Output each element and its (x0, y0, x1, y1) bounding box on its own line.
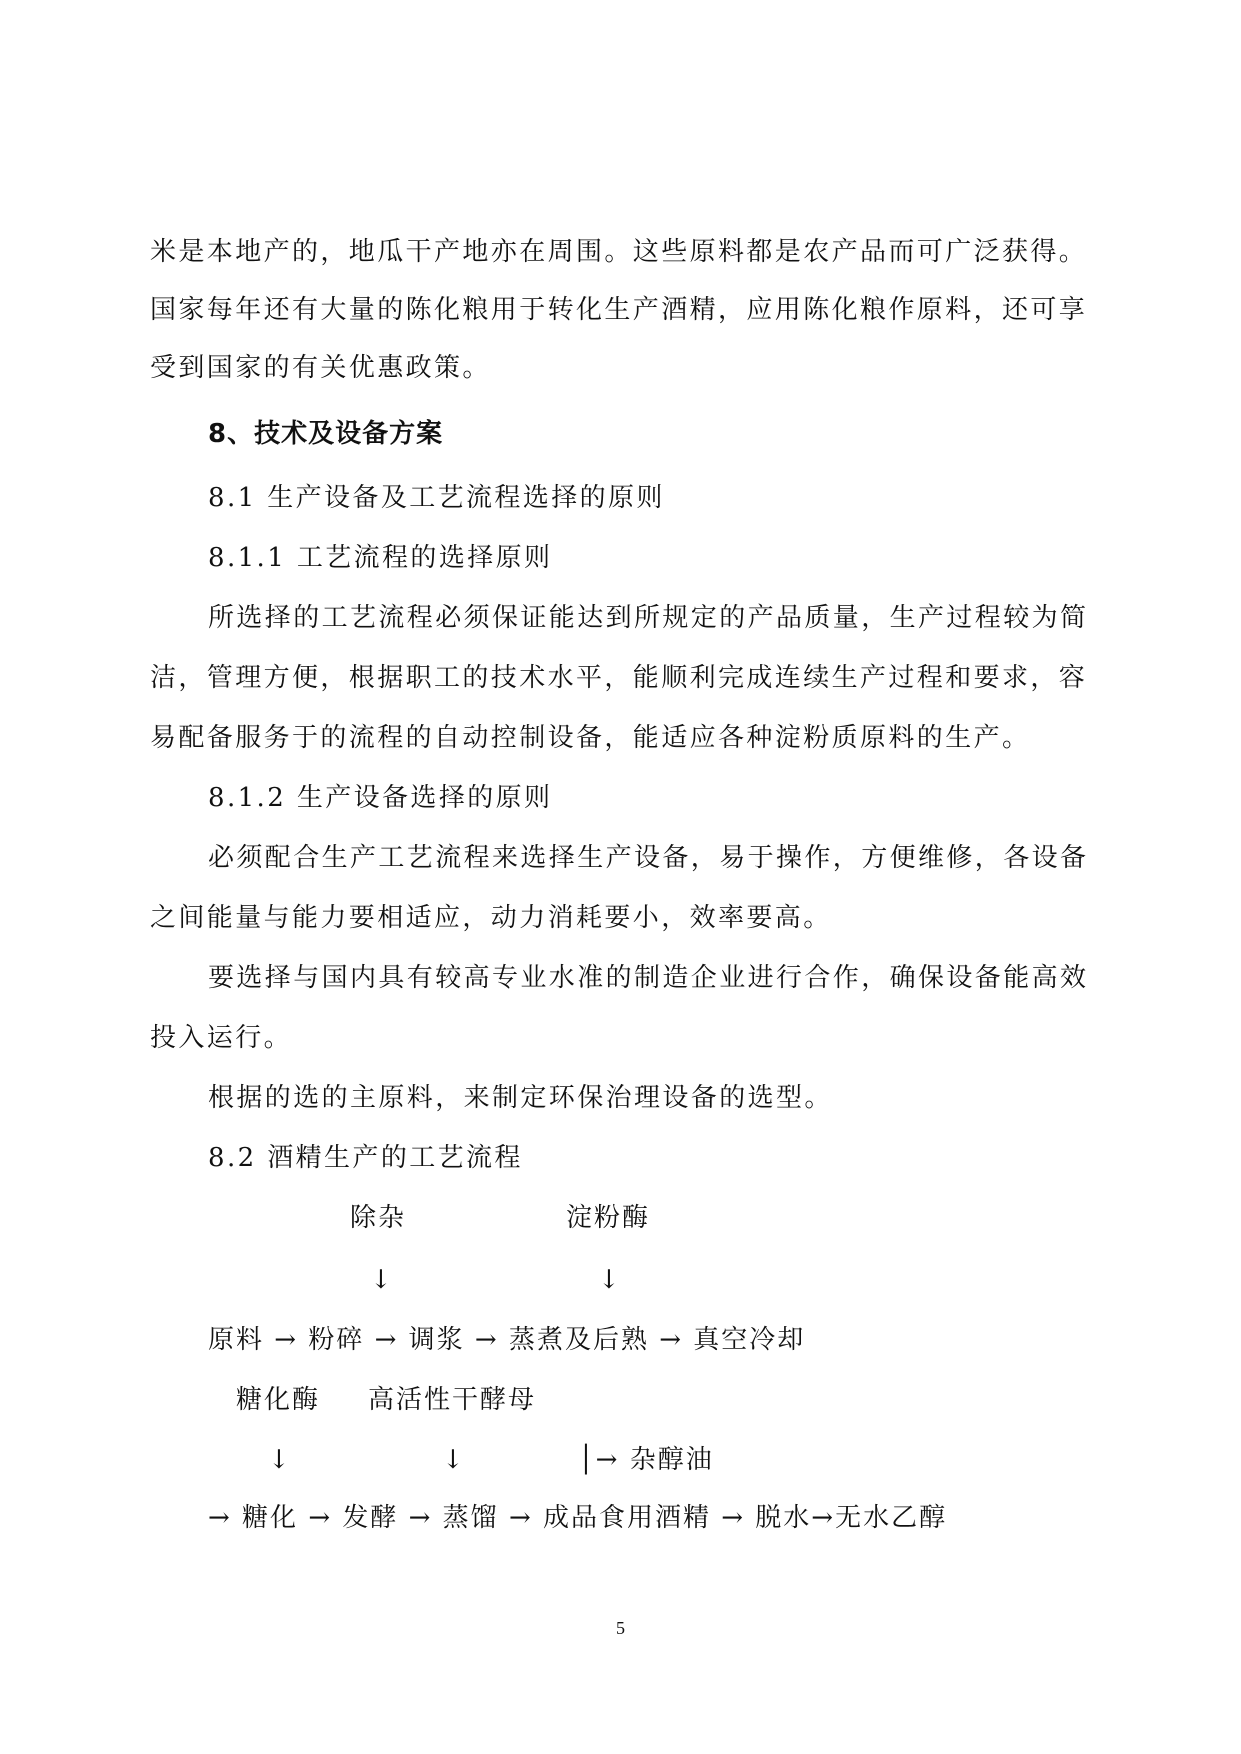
section-heading-8-1-2: 8.1.2 生产设备选择的原则 (208, 783, 553, 813)
flow-additive-impurity-removal: 除杂 (350, 1203, 407, 1233)
flow-row-1: 原料 → 粉碎 → 调浆 → 蒸煮及后熟 → 真空冷却 (208, 1325, 806, 1355)
section-heading-8-2: 8.2 酒精生产的工艺流程 (208, 1143, 523, 1173)
paragraph-line: 投入运行。 (150, 1023, 293, 1053)
paragraph-line: 根据的选的主原料，来制定环保治理设备的选型。 (208, 1083, 833, 1113)
flow-row-2: → 糖化 → 发酵 → 蒸馏 → 成品食用酒精 → 脱水→无水乙醇 (208, 1503, 948, 1533)
section-heading-8-1-1: 8.1.1 工艺流程的选择原则 (208, 543, 553, 573)
paragraph-line: 要选择与国内具有较高专业水准的制造企业进行合作，确保设备能高效 (208, 963, 1089, 993)
paragraph-line: 易配备服务于的流程的自动控制设备，能适应各种淀粉质原料的生产。 (150, 723, 1031, 753)
paragraph-line: 必须配合生产工艺流程来选择生产设备，易于操作，方便维修，各设备 (208, 843, 1089, 873)
flow-down-arrow: ↓ (268, 1445, 292, 1475)
flow-additive-active-dry-yeast: 高活性干酵母 (368, 1385, 537, 1415)
paragraph-line: 国家每年还有大量的陈化粮用于转化生产酒精，应用陈化粮作原料，还可享 (150, 295, 1088, 325)
section-heading-8-1: 8.1 生产设备及工艺流程选择的原则 (208, 483, 665, 513)
flow-additive-glucoamylase: 糖化酶 (236, 1385, 321, 1415)
paragraph-line: 受到国家的有关优惠政策。 (150, 353, 491, 383)
page-number: 5 (616, 1618, 625, 1638)
paragraph-line: 之间能量与能力要相适应，动力消耗要小，效率要高。 (150, 903, 832, 933)
paragraph-line: 米是本地产的，地瓜干产地亦在周围。这些原料都是农产品而可广泛获得。 (150, 237, 1088, 267)
flow-down-arrow: ↓ (598, 1265, 622, 1295)
section-heading-8: 8、技术及设备方案 (208, 419, 444, 449)
paragraph-line: 洁，管理方便，根据职工的技术水平，能顺利完成连续生产过程和要求，容 (150, 663, 1088, 693)
flow-side-branch-fusel-oil: │→ 杂醇油 (578, 1445, 714, 1475)
flow-down-arrow: ↓ (370, 1265, 394, 1295)
paragraph-line: 所选择的工艺流程必须保证能达到所规定的产品质量，生产过程较为简 (208, 603, 1089, 633)
flow-down-arrow: ↓ (442, 1445, 466, 1475)
flow-additive-amylase: 淀粉酶 (566, 1203, 651, 1233)
